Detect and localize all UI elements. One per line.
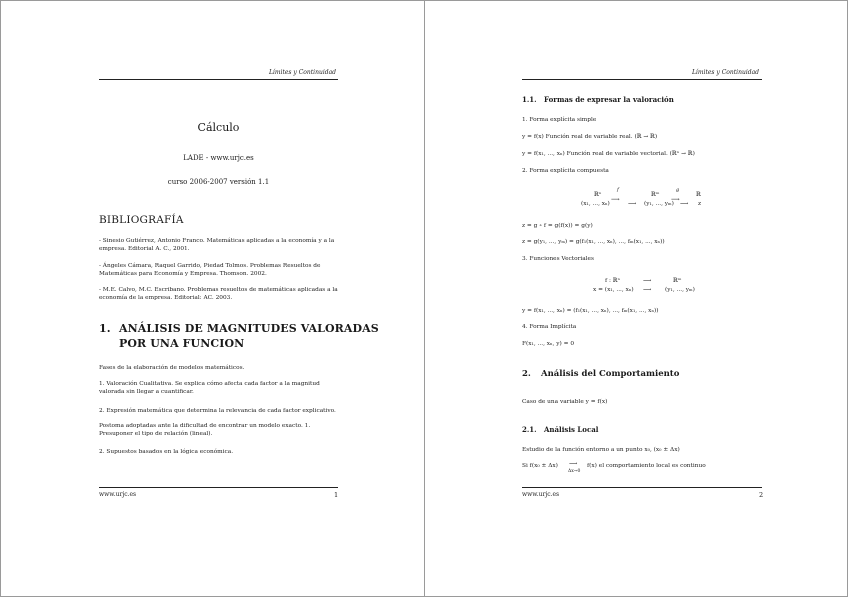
section-number: 2. xyxy=(522,369,531,379)
cd-label-f: f xyxy=(617,187,619,193)
vf-bottom-arrow: ⟶ xyxy=(643,287,652,293)
cd-bottom-target: z xyxy=(698,201,702,207)
math-line: Si f(x₀ ± Δx) xyxy=(522,463,558,469)
paragraph: 1. Valoración Cualitativa. Se explica cómo afecta cada factor a la magnitud valorada sin llegar a cuantificar. xyxy=(99,381,320,395)
cd-top-target: ℝ xyxy=(696,192,701,198)
vf-top-map: f : ℝⁿ xyxy=(605,278,621,284)
section-title: Análisis del Comportamiento xyxy=(541,369,680,379)
subsection-title: Formas de expresar la valoración xyxy=(544,95,674,104)
subsection-title: Análisis Local xyxy=(544,425,599,434)
header-rule xyxy=(99,79,338,80)
vf-bottom-codomain: (y₁, ..., yₘ) xyxy=(665,287,695,293)
text-line: Caso de una variable y = f(x) xyxy=(522,399,608,405)
cd-bottom-arrow: ⟶ xyxy=(680,201,689,207)
subsection-number: 1.1. xyxy=(522,95,537,104)
text-line: 4. Forma Implícita xyxy=(522,324,577,330)
footer-rule xyxy=(99,487,338,488)
math-line: y = f(x) Función real de variable real. (ℝ → ℝ) xyxy=(522,134,658,140)
cd-label-g: g xyxy=(676,187,680,193)
math-line: y = f(x₁, ..., xₙ) Función real de variable vectorial. (ℝⁿ → ℝ) xyxy=(522,151,695,157)
cd-bottom-arrow: ⟶ xyxy=(628,201,637,207)
math-line: z = g(y₁, ..., yₘ) = g(f₁(x₁, ..., xₙ), ..., fₘ(x₁, ..., xₙ)) xyxy=(522,239,665,245)
limit-arrow: ⟶ xyxy=(569,461,578,467)
text-line: 1. Forma explícita simple xyxy=(522,117,597,123)
footer-url: www.urjc.es xyxy=(522,491,560,498)
text-line: 3. Funciones Vectoriales xyxy=(522,256,594,262)
page-2 xyxy=(424,0,848,597)
header-rule xyxy=(522,79,762,80)
bib-entry: - Ángeles Cámara, Raquel Garrido, Piedad Tolmos. Problemas Resueltos de Matemáticas para Economía y Empresa. Thomson. 2002. xyxy=(99,263,321,277)
footer-url: www.urjc.es xyxy=(99,491,137,498)
math-line: F(x₁, ..., xₙ, y) = 0 xyxy=(522,341,575,347)
arrow-right-icon: ⟶ xyxy=(611,196,620,203)
math-line: y = f(x₁, ..., xₙ) = (f₁(x₁, ..., xₙ), ..., fₘ(x₁, ..., xₙ)) xyxy=(522,308,659,314)
paragraph: Fases de la elaboración de modelos matemáticos. xyxy=(99,365,245,371)
section-title-line1: ANÁLISIS DE MAGNITUDES VALORADAS xyxy=(119,322,379,335)
vf-top-codomain: ℝᵐ xyxy=(673,278,682,284)
page-number: 2 xyxy=(759,491,764,499)
section-number: 1. xyxy=(99,322,111,335)
section-title-line2: POR UNA FUNCION xyxy=(119,337,245,350)
document-title: Cálculo xyxy=(197,121,240,134)
arrow-right-icon: ⟶ xyxy=(671,196,680,203)
running-header: Límites y Continuidad xyxy=(268,69,336,76)
page-1 xyxy=(0,0,425,597)
subsection-number: 2.1. xyxy=(522,425,537,434)
running-header: Límites y Continuidad xyxy=(691,69,759,76)
cd-top-codomain: ℝᵐ xyxy=(651,192,660,198)
cd-top-domain: ℝⁿ xyxy=(594,192,602,198)
limit-subscript: Δx→0 xyxy=(568,469,581,474)
paragraph: 2. Expresión matemática que determina la relevancia de cada factor explicativo. xyxy=(99,408,336,414)
text-line: Estudio de la función entorno a un punto x₀, (x₀ ± Δx) xyxy=(522,447,680,453)
paragraph: 2. Supuestos basados en la lógica económica. xyxy=(99,449,234,455)
math-line: z = g ∘ f = g(f(x)) = g(y) xyxy=(522,223,593,229)
document-subtitle: LADE - www.urjc.es xyxy=(183,154,254,162)
page-number: 1 xyxy=(334,491,339,499)
footer-rule xyxy=(522,487,762,488)
text-line: 2. Forma explícita compuesta xyxy=(522,168,609,174)
course-version: curso 2006-2007 versión 1.1 xyxy=(167,178,270,186)
bib-entry: - M.E. Calvo, M.C. Escribano. Problemas resueltos de matemáticas aplicadas a la economía de la empresa. Editorial: AC. 2003. xyxy=(99,287,338,301)
bibliography-heading: BIBLIOGRAFÍA xyxy=(99,214,184,226)
vf-bottom-domain: x = (x₁, ..., xₙ) xyxy=(593,287,634,293)
bib-entry: - Sinesio Gutiérrez, Antonio Franco. Matemáticas aplicadas a la economía y a la empresa. Editorial A. C., 2001. xyxy=(99,238,335,252)
paragraph: Postoma adoptadas ante la dificultad de encontrar un modelo exacto. 1. Presuponer el tipo de relación (lineal). xyxy=(99,423,311,437)
math-line: f(x) el comportamiento local es continuo xyxy=(587,463,706,469)
vf-top-arrow: ⟶ xyxy=(643,278,652,284)
cd-bottom-codomain: (y₁, ..., yₘ) xyxy=(644,201,674,207)
cd-bottom-domain: (x₁, ..., xₙ) xyxy=(581,201,610,207)
